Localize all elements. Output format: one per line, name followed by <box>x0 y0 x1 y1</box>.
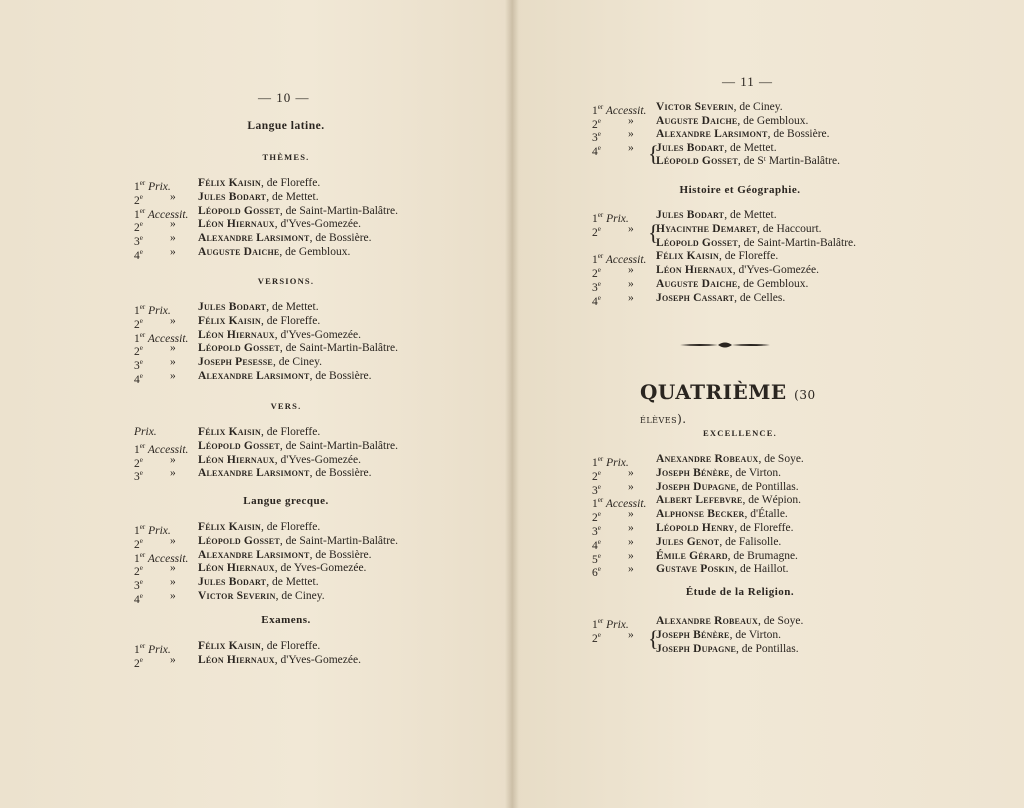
student-name: Auguste Daiche <box>656 114 738 127</box>
prize-row <box>592 480 932 497</box>
ditto-mark: » <box>170 534 176 547</box>
prize-rank: 2e » <box>592 222 634 239</box>
prize-rank: 1er Prix. <box>134 642 171 656</box>
ditto-mark: » <box>170 653 176 666</box>
rank-suffix: er <box>597 103 604 111</box>
rank-suffix: e <box>139 316 143 325</box>
ditto-mark: » <box>628 466 634 479</box>
section-title: Langue grecque. <box>243 495 329 507</box>
prize-rank: 1er Accessit. <box>592 252 647 267</box>
ditto-mark: » <box>170 576 176 589</box>
student-name: Félix Kaisin <box>656 250 720 263</box>
student-name: Félix Kaisin <box>198 177 262 189</box>
section-title: Étude de la Religion. <box>685 586 795 598</box>
brace-bracket: { <box>648 626 659 651</box>
student-entry: Alexandre Robeaux, de Soye. <box>656 615 804 627</box>
prize-row <box>592 141 932 158</box>
left-page-number: — 10 — <box>258 90 310 105</box>
prize-label: Prix. <box>145 180 171 193</box>
student-entry: Joseph Dupagne, de Pontillas. <box>656 642 799 655</box>
rank-suffix: e <box>597 293 601 302</box>
student-entry: Léon Hiernaux, d'Yves-Gomezée. <box>656 264 819 277</box>
prize-row <box>592 466 932 483</box>
prize-row <box>134 575 474 593</box>
rank-suffix: er <box>597 617 604 625</box>
prize-rank: 1er Prix. <box>592 617 629 631</box>
student-name: Émile Gérard <box>656 549 728 562</box>
ditto-mark: » <box>170 562 176 575</box>
brace-bracket: { <box>648 141 659 166</box>
prize-row <box>592 507 932 525</box>
student-name: Jules Bodart <box>656 141 725 154</box>
student-entry: Jules Genot, de Falisolle. <box>656 535 782 548</box>
ditto-mark: » <box>628 508 634 521</box>
student-name: Auguste Daiche <box>656 278 738 290</box>
student-name: Félix Kaisin <box>198 314 262 327</box>
prize-rank: 2e » <box>592 114 634 131</box>
student-name: Jules Bodart <box>198 576 267 589</box>
ditto-mark: » <box>628 291 634 304</box>
prize-rank: 4e » <box>592 291 634 308</box>
prize-rank: 3e » <box>134 576 176 593</box>
class-title <box>640 380 840 428</box>
ditto-mark: » <box>170 218 176 231</box>
prize-row <box>592 208 932 225</box>
student-entry: Joseph Dupagne, de Pontillas. <box>656 480 799 493</box>
prize-rank: 2e » <box>134 534 176 551</box>
prize-row <box>134 341 474 359</box>
student-name: Léon Hiernaux <box>198 453 275 466</box>
ditto-mark: » <box>170 190 176 203</box>
student-entry: Léon Hiernaux, d'Yves-Gomezée. <box>198 453 361 466</box>
student-entry: Félix Kaisin, de Floreffe. <box>198 521 321 533</box>
prize-row <box>134 453 474 470</box>
ditto-mark: » <box>628 128 634 140</box>
prize-row <box>592 493 932 511</box>
student-entry: Joseph Pesesse, de Ciney. <box>198 356 323 369</box>
rank-suffix: e <box>597 482 601 491</box>
student-name: Joseph Dupagne <box>656 642 737 655</box>
rank-suffix: e <box>139 655 143 664</box>
prize-row <box>592 222 932 239</box>
student-entry: Léopold Gosset, de Saint-Martin-Balâtre. <box>198 534 399 547</box>
student-entry: Gustave Poskin, de Haillot. <box>656 563 789 576</box>
rank-suffix: e <box>139 248 143 256</box>
student-name: Alexandre Larsimont <box>656 128 768 140</box>
prize-rank: 3e » <box>592 278 634 294</box>
prize-row <box>592 549 932 566</box>
student-entry: Alexandre Larsimont, de Bossière. <box>198 370 372 382</box>
student-entry: Alexandre Larsimont, de Bossière. <box>198 548 372 561</box>
prize-row <box>592 535 932 552</box>
prize-rank: 2e » <box>592 628 634 645</box>
student-name: Alexandre Larsimont <box>198 467 310 480</box>
ditto-mark: » <box>628 114 634 127</box>
rank-suffix: e <box>139 578 143 587</box>
student-name: Alexandre Larsimont <box>198 548 310 561</box>
prize-rank: 2e » <box>592 264 634 281</box>
student-name: Félix Kaisin <box>198 521 262 533</box>
student-name: Victor Severin <box>656 101 734 113</box>
ditto-mark: » <box>628 535 634 548</box>
prize-row <box>134 466 474 484</box>
ditto-mark: » <box>628 628 634 641</box>
rank-suffix: e <box>597 468 601 477</box>
rank-suffix: e <box>139 372 143 380</box>
ditto-mark: » <box>628 480 634 493</box>
ditto-mark: » <box>628 549 634 562</box>
student-entry: Léon Hiernaux, de Yves-Gomezée. <box>198 562 367 575</box>
rank-suffix: er <box>597 496 604 505</box>
prize-rank: 4e » <box>134 246 176 262</box>
student-entry: Auguste Daiche, de Gembloux. <box>198 246 351 258</box>
prize-label: Prix. <box>145 643 171 656</box>
rank-suffix: er <box>139 330 146 339</box>
student-name: Léopold Henry <box>656 522 735 534</box>
prize-row <box>134 653 474 670</box>
student-entry: Léopold Gosset, de Saint-Martin-Balâtre. <box>656 236 857 249</box>
prize-rank: 2e » <box>134 314 176 331</box>
prize-row <box>592 100 932 117</box>
rank-suffix: e <box>597 565 601 574</box>
student-name: Victor Severin <box>198 590 276 602</box>
section-title: EXCELLENCE. <box>703 428 777 438</box>
prize-row <box>592 263 932 281</box>
ditto-mark: » <box>170 342 176 355</box>
rank-suffix: e <box>139 455 143 464</box>
prize-rank: 2e » <box>134 653 176 670</box>
prize-rank: 2e » <box>134 562 176 579</box>
student-entry: Jules Bodart, de Mettet. <box>656 141 777 154</box>
prize-rank: 1er Accessit. <box>134 550 189 565</box>
ditto-mark: » <box>628 522 634 534</box>
student-entry: Alexandre Larsimont, de Bossière. <box>656 128 830 140</box>
prize-row <box>134 589 474 606</box>
prize-row <box>592 154 932 168</box>
student-entry: Félix Kaisin, de Floreffe. <box>198 426 321 438</box>
student-name: Léon Hiernaux <box>198 328 275 341</box>
prize-row <box>134 328 474 345</box>
student-name: Léon Hiernaux <box>198 653 275 666</box>
rank-suffix: er <box>139 303 146 311</box>
prize-rank: 1er Prix. <box>134 179 171 193</box>
prize-row <box>134 190 474 207</box>
prize-label: Accessit. <box>603 104 647 117</box>
prize-label: Accessit. <box>145 332 189 345</box>
student-name: Alexandre Larsimont <box>198 232 310 245</box>
prize-label: Accessit. <box>145 552 189 565</box>
student-entry: Alexandre Larsimont, de Bossière. <box>198 467 372 480</box>
student-name: Félix Kaisin <box>198 426 262 438</box>
rank-suffix: e <box>597 116 601 125</box>
student-entry: Léopold Gosset, de Saint-Martin-Balâtre. <box>198 204 399 217</box>
rank-suffix: e <box>139 592 143 600</box>
student-name: Alexandre Larsimont <box>198 370 310 382</box>
section-title: THÈMES. <box>262 152 310 162</box>
ditto-mark: » <box>170 467 176 480</box>
student-entry: Joseph Bénère, de Virton. <box>656 628 782 641</box>
prize-label: Prix. <box>603 618 629 631</box>
student-name: Léopold Gosset <box>198 439 280 452</box>
prize-row <box>134 548 474 565</box>
student-entry: Félix Kaisin, de Floreffe. <box>198 177 321 189</box>
student-entry: Albert Lefebvre, de Wépion. <box>656 494 802 507</box>
prize-rank: 1er Accessit. <box>134 330 189 345</box>
ditto-mark: » <box>628 222 634 235</box>
prize-rank: 1er Accessit. <box>134 441 189 456</box>
rank-suffix: e <box>139 220 143 229</box>
rank-suffix: e <box>597 224 601 233</box>
rank-suffix: er <box>597 252 604 261</box>
prize-row <box>134 217 474 235</box>
student-name: Joseph Dupagne <box>656 480 737 493</box>
prize-label: Accessit. <box>603 254 647 267</box>
ditto-mark: » <box>170 356 176 369</box>
prize-label: Accessit. <box>145 208 189 221</box>
rank-suffix: e <box>139 358 143 367</box>
prize-row <box>134 520 474 537</box>
student-name: Alexandre Robeaux <box>656 615 759 627</box>
student-entry: Léopold Gosset, de Sᵗ Martin-Balâtre. <box>656 155 841 167</box>
rank-suffix: e <box>139 469 143 478</box>
prize-rank: 3e » <box>134 232 176 249</box>
prize-row <box>592 642 932 656</box>
rank-suffix: e <box>597 510 601 519</box>
prize-rank: 4e » <box>592 141 634 158</box>
student-entry: Léon Hiernaux, d'Yves-Gomezée. <box>198 218 361 231</box>
student-name: Léon Hiernaux <box>198 562 275 575</box>
prize-label: Accessit. <box>603 498 647 511</box>
student-entry: Alphonse Becker, d'Étalle. <box>656 508 788 521</box>
student-entry: Joseph Cassart, de Celles. <box>656 291 786 304</box>
rank-suffix: e <box>139 344 143 353</box>
ditto-mark: » <box>170 246 176 258</box>
student-name: Auguste Daiche <box>198 246 280 258</box>
prize-rank: 2e » <box>134 453 176 470</box>
prize-rank: 3e » <box>592 128 634 144</box>
prize-rank: 5e » <box>592 549 634 566</box>
student-entry: Léon Hiernaux, d'Yves-Gomezée. <box>198 653 361 666</box>
ornament-divider <box>680 340 770 350</box>
student-name: Alphonse Becker <box>656 508 745 521</box>
prize-label: Prix. <box>145 304 171 317</box>
prize-rank: 4e » <box>592 535 634 552</box>
prize-rank: 2e » <box>134 342 176 359</box>
rank-suffix: er <box>139 550 146 559</box>
student-name: Joseph Bénère <box>656 628 730 641</box>
ditto-mark: » <box>170 370 176 382</box>
rank-suffix: e <box>139 564 143 573</box>
student-entry: Jules Bodart, de Mettet. <box>198 576 319 589</box>
prize-row <box>134 176 474 193</box>
prize-row <box>134 204 474 221</box>
book-gutter <box>505 0 519 808</box>
student-entry: Jules Bodart, de Mettet. <box>198 190 319 203</box>
prize-rank <box>134 425 194 439</box>
prize-row <box>592 614 932 631</box>
heading-langue-latine: Langue latine. <box>247 120 325 132</box>
prize-label: Accessit. <box>145 443 189 456</box>
brace-bracket: { <box>648 220 659 245</box>
prize-row <box>592 236 932 250</box>
prize-label: Prix. <box>134 426 157 438</box>
student-name: Joseph Cassart <box>656 291 735 304</box>
prize-rank: 1er Accessit. <box>592 103 647 117</box>
prize-row <box>134 439 474 456</box>
prize-rank: 4e » <box>134 370 176 386</box>
rank-suffix: er <box>139 523 146 531</box>
prize-row <box>592 452 932 469</box>
student-name: Joseph Pesesse <box>198 356 273 369</box>
student-entry: Anexandre Robeaux, de Soye. <box>656 453 804 465</box>
student-name: Joseph Bénère <box>656 466 730 479</box>
student-name: Jules Bodart <box>656 209 725 221</box>
rank-suffix: e <box>139 192 143 201</box>
student-entry: Félix Kaisin, de Floreffe. <box>198 314 321 327</box>
rank-suffix: er <box>597 455 604 463</box>
section-title: Examens. <box>261 614 311 626</box>
student-name: Félix Kaisin <box>198 640 262 652</box>
rank-suffix: er <box>139 642 146 650</box>
student-name: Léopold Gosset <box>656 155 738 167</box>
prize-row <box>592 127 932 144</box>
prize-label: Prix. <box>603 456 629 469</box>
rank-suffix: e <box>139 536 143 545</box>
student-entry: Félix Kaisin, de Floreffe. <box>198 640 321 652</box>
prize-row <box>592 249 932 267</box>
section-title: Histoire et Géographie. <box>679 184 801 196</box>
prize-rank: 2e » <box>592 466 634 483</box>
student-entry: Jules Bodart, de Mettet. <box>198 301 319 313</box>
prize-row <box>592 277 932 294</box>
ditto-mark: » <box>628 278 634 290</box>
student-name: Léon Hiernaux <box>198 218 275 231</box>
rank-suffix: er <box>139 206 146 215</box>
student-entry: Félix Kaisin, de Floreffe. <box>656 250 779 263</box>
student-name: Léopold Gosset <box>198 342 280 355</box>
prize-row <box>134 561 474 579</box>
student-name: Hyacinthe Demaret <box>656 222 758 235</box>
prize-row <box>592 628 932 645</box>
prize-row <box>134 369 474 386</box>
student-name: Albert Lefebvre <box>656 494 743 507</box>
prize-row <box>134 245 474 262</box>
rank-suffix: e <box>597 551 601 560</box>
rank-suffix: e <box>597 143 601 152</box>
prize-rank: 1er Prix. <box>134 303 171 317</box>
student-entry: Léopold Gosset, de Saint-Martin-Balâtre. <box>198 439 399 452</box>
prize-rank: 2e » <box>134 190 176 207</box>
prize-rank: 1er Accessit. <box>592 496 647 511</box>
student-entry: Victor Severin, de Ciney. <box>198 590 325 602</box>
prize-rank: 2e » <box>134 218 176 235</box>
prize-rank: 2e » <box>592 508 634 525</box>
prize-rank: 1er Prix. <box>592 211 629 225</box>
prize-row <box>134 231 474 249</box>
ditto-mark: » <box>170 453 176 466</box>
rank-suffix: e <box>597 630 601 639</box>
ditto-mark: » <box>170 314 176 327</box>
student-name: Léon Hiernaux <box>656 264 733 277</box>
prize-rank: 3e » <box>592 480 634 497</box>
ditto-mark: » <box>170 590 176 602</box>
rank-suffix: er <box>139 441 146 450</box>
prize-rank: 3e » <box>592 522 634 538</box>
prize-row <box>134 314 474 331</box>
ditto-mark: » <box>628 563 634 576</box>
student-name: Anexandre Robeaux <box>656 453 759 465</box>
student-name: Gustave Poskin <box>656 563 735 576</box>
rank-suffix: e <box>597 537 601 546</box>
rank-suffix: e <box>597 524 601 532</box>
student-name: Léopold Gosset <box>198 204 280 217</box>
student-entry: Auguste Daiche, de Gembloux. <box>656 278 809 290</box>
student-entry: Hyacinthe Demaret, de Haccourt. <box>656 222 822 235</box>
student-entry: Léon Hiernaux, d'Yves-Gomezée. <box>198 328 361 341</box>
ditto-mark: » <box>628 264 634 277</box>
student-name: Léopold Gosset <box>198 534 280 547</box>
rank-suffix: e <box>597 266 601 275</box>
prize-rank: 3e » <box>134 467 176 484</box>
prize-row <box>134 355 474 373</box>
class-count: (30 élèves). <box>640 388 816 426</box>
rank-suffix: er <box>597 211 604 219</box>
student-name: Jules Genot <box>656 535 720 548</box>
prize-row <box>592 521 932 538</box>
prize-label: Prix. <box>145 524 171 537</box>
prize-rank: 4e » <box>134 590 176 606</box>
prize-rank: 6e » <box>592 563 634 580</box>
rank-suffix: er <box>139 179 146 187</box>
section-title: VERSIONS. <box>257 276 315 286</box>
prize-rank: 1er Prix. <box>592 455 629 469</box>
student-name: Jules Bodart <box>198 190 267 203</box>
student-entry: Jules Bodart, de Mettet. <box>656 209 777 221</box>
student-entry: Léopold Gosset, de Saint-Martin-Balâtre. <box>198 342 399 355</box>
prize-row <box>134 425 474 439</box>
student-entry: Léopold Henry, de Floreffe. <box>656 522 794 534</box>
rank-suffix: e <box>139 234 143 243</box>
ditto-mark: » <box>170 232 176 245</box>
rank-suffix: e <box>597 130 601 138</box>
prize-row <box>592 114 932 131</box>
prize-label: Prix. <box>603 212 629 225</box>
student-entry: Victor Severin, de Ciney. <box>656 101 783 113</box>
student-entry: Auguste Daiche, de Gembloux. <box>656 114 809 127</box>
student-entry: Alexandre Larsimont, de Bossière. <box>198 232 372 245</box>
prize-row <box>134 534 474 551</box>
prize-row <box>592 562 932 580</box>
class-title-text: QUATRIÈME <box>640 380 787 404</box>
prize-row <box>592 291 932 308</box>
prize-rank: 1er Accessit. <box>134 206 189 221</box>
ditto-mark: » <box>628 141 634 154</box>
prize-row <box>134 300 474 317</box>
prize-rank: 3e » <box>134 356 176 373</box>
student-entry: Émile Gérard, de Brumagne. <box>656 549 798 562</box>
right-page-number: — 11 — <box>722 74 774 89</box>
student-name: Jules Bodart <box>198 301 267 313</box>
student-entry: Joseph Bénère, de Virton. <box>656 466 782 479</box>
rank-suffix: e <box>597 280 601 288</box>
student-name: Léopold Gosset <box>656 236 738 249</box>
section-title: VERS. <box>270 401 302 411</box>
prize-row <box>134 639 474 656</box>
prize-rank: 1er Prix. <box>134 523 171 537</box>
